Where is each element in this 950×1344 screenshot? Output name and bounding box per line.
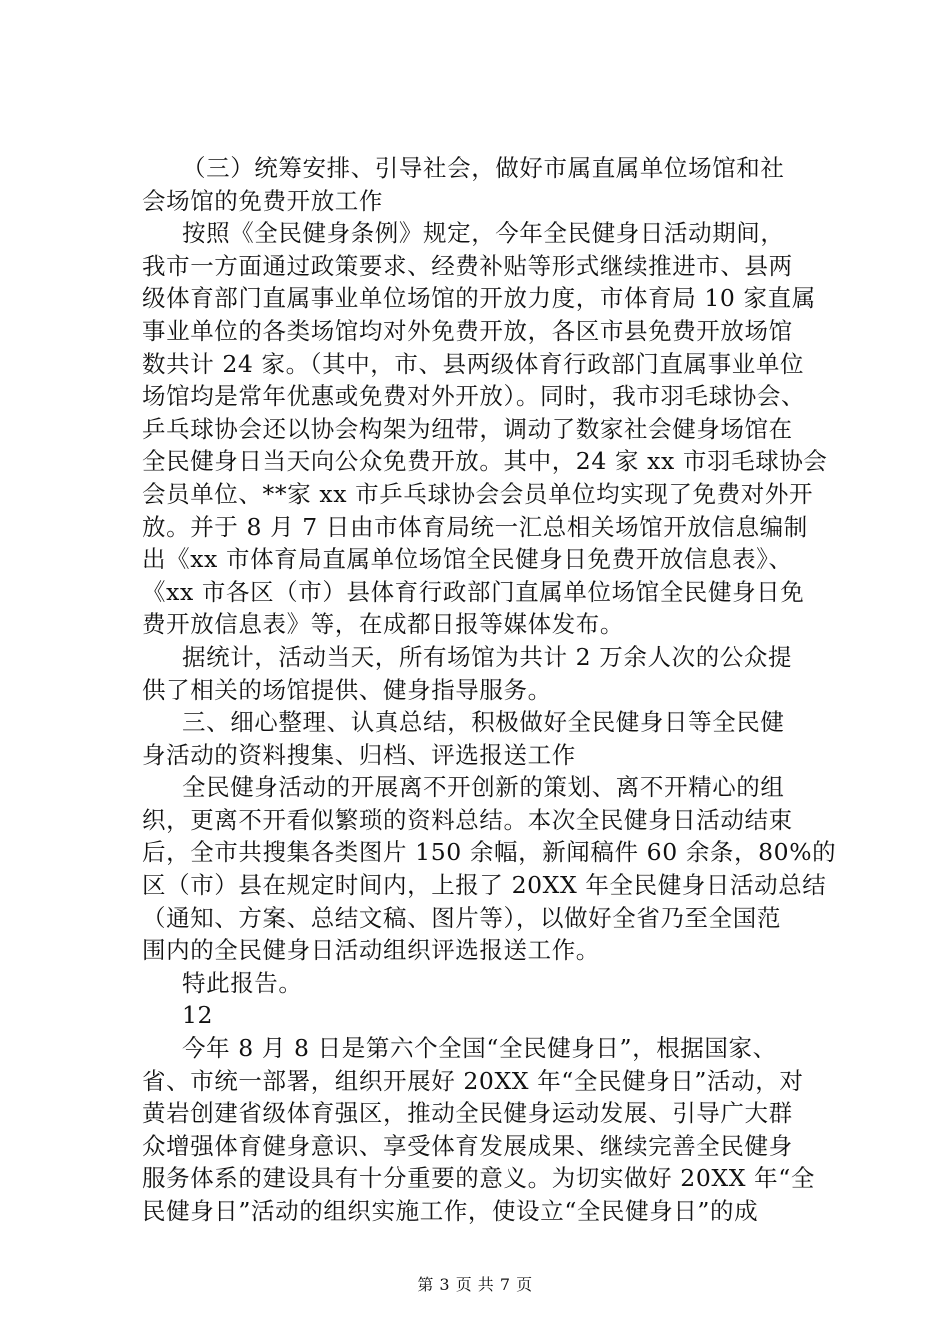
page-footer: 第 3 页 共 7 页 <box>417 1275 533 1294</box>
text-line: （三）统筹安排、引导社会，做好市属直属单位场馆和社 <box>182 154 785 182</box>
text-line: 民健身日”活动的组织实施工作，使设立“全民健身日”的成 <box>142 1197 759 1225</box>
text-line: 全民健身日当天向公众免费开放。其中，24 家 xx 市羽毛球协会 <box>142 447 828 476</box>
text-line: 会场馆的免费开放工作 <box>142 186 383 215</box>
text-line: 费开放信息表》等，在成都日报等媒体发布。 <box>142 610 624 639</box>
text-line: 场馆均是常年优惠或免费对外开放）。同时，我市羽毛球协会、 <box>142 382 806 411</box>
text-line: 会员单位、**家 xx 市乒乓球协会会员单位均实现了免费对外开 <box>142 479 814 508</box>
text-line: 区（市）县在规定时间内，上报了 20XX 年全民健身日活动总结 <box>142 871 827 900</box>
text-line: 三、细心整理、认真总结，积极做好全民健身日等全民健 <box>182 708 785 737</box>
text-line: 按照《全民健身条例》规定，今年全民健身日活动期间， <box>182 219 785 248</box>
text-line: 乒乓球协会还以协会构架为纽带，调动了数家社会健身场馆在 <box>142 414 793 443</box>
text-line: 围内的全民健身日活动组织评选报送工作。 <box>142 936 600 965</box>
text-line: 织，更离不开看似繁琐的资料总结。本次全民健身日活动结束 <box>142 805 793 834</box>
text-line: 出《xx 市体育局直属单位场馆全民健身日免费开放信息表》、 <box>142 545 793 574</box>
text-line: 事业单位的各类场馆均对外免费开放，各区市县免费开放场馆 <box>142 316 793 345</box>
text-line: 级体育部门直属事业单位场馆的开放力度，市体育局 10 家直属 <box>142 284 816 313</box>
text-line: 今年 8 月 8 日是第六个全国“全民健身日”，根据国家、 <box>182 1034 777 1063</box>
text-line: 特此报告。 <box>182 968 303 997</box>
text-line: 数共计 24 家。（其中，市、县两级体育行政部门直属事业单位 <box>142 349 805 378</box>
text-line: 据统计，活动当天，所有场馆为共计 2 万余人次的公众提 <box>182 642 793 671</box>
text-line: 众增强体育健身意识、享受体育发展成果、继续完善全民健身 <box>142 1131 793 1160</box>
text-line: 全民健身活动的开展离不开创新的策划、离不开精心的组 <box>182 773 785 802</box>
text-line: 12 <box>182 1001 214 1030</box>
text-line: 我市一方面通过政策要求、经费补贴等形式继续推进市、县两 <box>142 251 793 280</box>
text-line: 服务体系的建设具有十分重要的意义。为切实做好 20XX 年“全 <box>142 1164 815 1193</box>
text-line: （通知、方案、总结文稿、图片等），以做好全省乃至全国范 <box>142 903 781 932</box>
document-body <box>142 152 837 1228</box>
text-line: 放。并于 8 月 7 日由市体育局统一汇总相关场馆开放信息编制 <box>142 512 808 541</box>
text-line: 省、市统一部署，组织开展好 20XX 年“全民健身日”活动，对 <box>142 1066 804 1095</box>
text-line: 《xx 市各区（市）县体育行政部门直属单位场馆全民健身日免 <box>142 577 805 606</box>
text-line: 身活动的资料搜集、归档、评选报送工作 <box>142 740 576 769</box>
text-line: 黄岩创建省级体育强区，推动全民健身运动发展、引导广大群 <box>142 1099 793 1128</box>
text-line: 后，全市共搜集各类图片 150 余幅，新闻稿件 60 余条，80%的 <box>142 838 837 867</box>
text-line: 供了相关的场馆提供、健身指导服务。 <box>142 675 552 704</box>
